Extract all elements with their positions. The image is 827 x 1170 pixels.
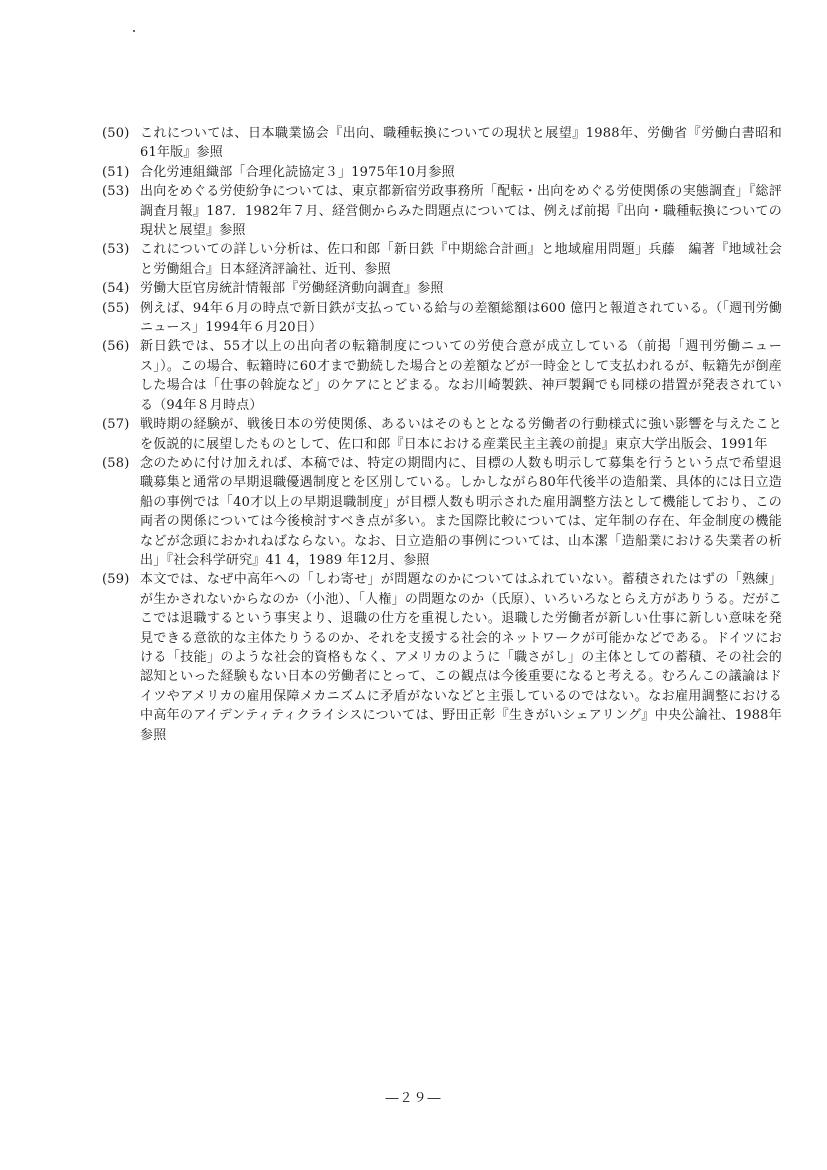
footnote-number: (53) — [102, 184, 130, 200]
footnote-number: (57) — [102, 417, 130, 433]
footnote-text: 合化労連組織部「合理化読協定３」1975年10月参照 — [140, 164, 455, 180]
footnote-text: これについての詳しい分析は、佐口和郎「新日鉄『中期総合計画』と地域雇用問題」兵藤 編著『地域社会と労働組合』日本経済評論社、近刊、参照 — [140, 242, 782, 277]
footnote-item — [102, 124, 782, 163]
footnote-number: (59) — [102, 572, 130, 588]
footnote-text: 新日鉄では、55才以上の出向者の転籍制度についての労使合意が成立している（前掲「週刊労働ニュース」）。この場合、転籍時に60才まで勤続した場合との差額などが一時金として支払われるが、転籍先が倒産した場合は「仕事の斡旋など」のケアにとどまる。なお川崎製鉄、神戸製鋼でも同様の措置が発表されている（94年８月時点） — [140, 339, 782, 413]
footnote-text: これについては、日本職業協会『出向、職種転換についての現状と展望』1988年、労働省『労働白書昭和61年版』参照 — [140, 126, 782, 161]
footnote-item — [102, 454, 782, 570]
footnote-item — [102, 240, 782, 279]
page-number: ―２９― — [385, 1091, 442, 1106]
footnote-item — [102, 570, 782, 745]
footnote-number: (53) — [102, 242, 130, 258]
footnote-item — [102, 182, 782, 240]
footnote-text: 労働大臣官房統計情報部『労働経済動向調査』参照 — [140, 281, 444, 297]
footnote-number: (58) — [102, 455, 130, 471]
footnote-text: 出向をめぐる労使紛争については、東京都新宿労政事務所「配転・出向をめぐる労使関係の実態調査」『総評調査月報』187．1982年７月、経営側からみた問題点については、例えば前掲『出向・職種転換についての現状と展望』参照 — [140, 184, 782, 239]
footnote-number: (51) — [102, 164, 130, 180]
footnote-list — [102, 124, 782, 745]
footnote-item — [102, 279, 782, 298]
footnote-item — [102, 337, 782, 415]
footnote-number: (50) — [102, 126, 130, 141]
footnote-text: 本文では、なぜ中高年への「しわ寄せ」が問題なのかについてはふれていない。蓄積されたはずの「熟練」が生かされないからなのか（小池）、「人権」の問題なのか（氏原）、いろいろなとらえ方がありうる。だがここでは退職するという事実より、退職の仕方を重視したい。退職した労働者が新しい仕事に新しい意味を発見できる意欲的な主体たりうるのか、それを支援する社会的ネットワークが可能かなどである。ドイツにおける「技能」のような社会的資格もなく、アメリカのように「職さがし」の主体としての蓄積、その社会的認知といった経験もない日本の労働者にとって、この観点は今後重要になると考える。むろんこの議論はドイツやアメリカの雇用保障メカニズムに矛盾がないなどと主張しているのではない。なお雇用調整における中高年のアイデンティティクライシスについては、野田正彰『生きがいシェアリング』中央公論社、1988年参照 — [140, 572, 782, 743]
footnote-text: 戦時期の経験が、戦後日本の労使関係、あるいはそのもととなる労働者の行動様式に強い影響を与えたことを仮説的に展望したものとして、佐口和郎『日本における産業民主主義の前提』東京大学出版会、1991年 — [140, 417, 782, 452]
footnote-text: 例えば、94年６月の時点で新日鉄が支払っている給与の差額総額は600 億円と報道されている。（「週刊労働ニュース」1994年６月20日） — [140, 300, 782, 336]
footnote-item — [102, 299, 782, 338]
footnote-number: (54) — [102, 281, 130, 297]
footnote-item — [102, 163, 782, 182]
footnote-number: (56) — [102, 339, 130, 355]
footnote-number: (55) — [102, 300, 130, 316]
scan-speck — [133, 30, 135, 32]
footnote-item — [102, 415, 782, 454]
footnote-text: 念のために付け加えれば、本稿では、特定の期間内に、目標の人数も明示して募集を行うという点で希望退職募集と通常の早期退職優遇制度とを区別している。しかしながら80年代後半の造船業、具体的には日立造船の事例では「40才以上の早期退職制度」が目標人数も明示された雇用調整方法として機能しており、この両者の関係については今後検討すべき点が多い。また国際比較については、定年制の存在、年金制度の機能などが念頭におかれねばならない。なお、日立造船の事例については、山本潔「造船業における失業者の析出」『社会科学研究』41 4，1989 年12月、参照 — [140, 455, 782, 568]
